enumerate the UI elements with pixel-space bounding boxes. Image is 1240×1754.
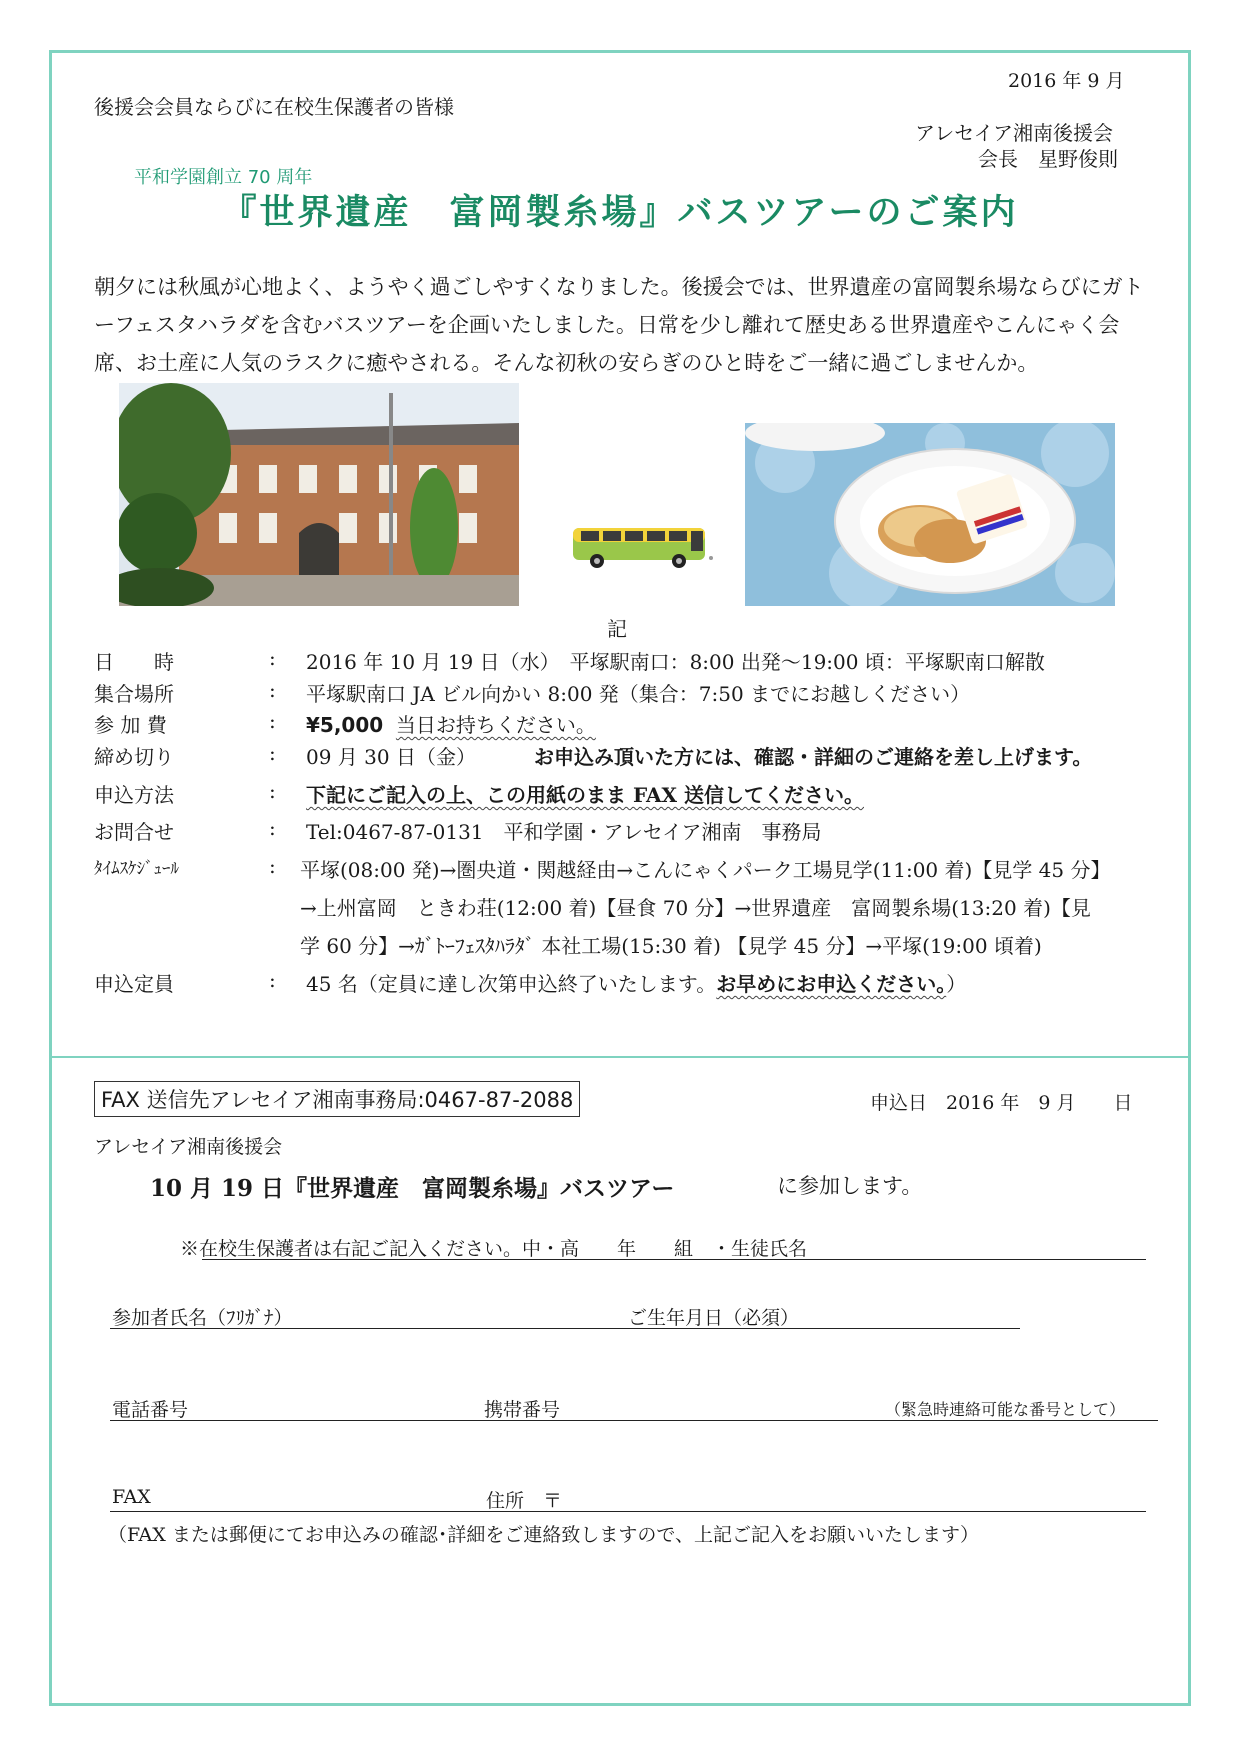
student-note: ※在校生保護者は右記ご記入ください。中・高 年 組 ・生徒氏名 <box>180 1238 808 1260</box>
fax-label: FAX <box>112 1486 151 1508</box>
colon: : <box>269 678 276 702</box>
closing-note: （FAX または郵便にてお申込みの確認･詳細をご連絡致しますので、上記ご記入をお願いいたします） <box>108 1524 979 1546</box>
addressee: 後援会会員ならびに在校生保護者の皆様 <box>94 95 454 119</box>
page-title: 『世界遺産 富岡製糸場』バスツアーのご案内 <box>221 192 1019 233</box>
join-title: 10 月 19 日『世界遺産 富岡製糸場』バスツアー <box>150 1175 675 1202</box>
detail-label: 日 時 <box>94 650 174 674</box>
section-divider <box>52 1056 1188 1058</box>
application-date: 申込日 2016 年 9 月 日 <box>870 1092 1133 1114</box>
phone-label: 電話番号 <box>112 1399 189 1421</box>
name-label: 参加者氏名（ﾌﾘｶﾞﾅ） <box>112 1307 293 1329</box>
intro-paragraph: 朝夕には秋風が心地よく、ようやく過ごしやすくなりました。後援会では、世界遺産の富岡製糸場ならびにガトーフェスタハラダを含むバスツアーを企画いたしました。日常を少し離れて歴史ある世界遺産やこんにゃく会席、お土産に人気のラスクに癒やされる。そんな初秋の安らぎのひと時をご一緒に過ごしませんか。 <box>94 275 1144 375</box>
detail-fee <box>94 709 1154 739</box>
detail-value: 2016 年 10 月 19 日（水） 平塚駅南口：8:00 出発～19:00 頃：平塚駅南口解散 <box>306 650 1045 674</box>
issue-date: 2016 年 9 月 <box>1008 70 1125 92</box>
student-line[interactable] <box>202 1259 1146 1260</box>
fee-note: 当日お持ちください。 <box>395 713 596 737</box>
detail-label: ﾀｲﾑｽｹｼﾞｭｰﾙ <box>94 859 179 879</box>
name-line[interactable] <box>110 1328 1020 1329</box>
silk-mill-photo <box>119 383 519 606</box>
deadline-note: お申込み頂いた方には、確認・詳細のご連絡を差し上げます。 <box>534 745 1093 769</box>
emergency-note: （緊急時連絡可能な番号として） <box>885 1400 1126 1419</box>
detail-datetime <box>94 646 1154 676</box>
capacity-note: お早めにお申込ください。 <box>716 972 947 996</box>
fee-amount: ¥5,000 <box>306 713 384 737</box>
anniversary-label: 平和学園創立 70 周年 <box>134 167 313 188</box>
rusk-photo <box>745 423 1115 606</box>
mobile-label: 携帯番号 <box>484 1399 561 1421</box>
colon: : <box>269 968 276 992</box>
detail-deadline <box>94 741 1154 771</box>
bus-icon <box>567 520 717 570</box>
chairperson: 会長 星野俊則 <box>978 147 1118 171</box>
detail-label: 申込定員 <box>94 972 174 996</box>
detail-value: 下記にご記入の上、この用紙のまま FAX 送信してください。 <box>306 783 864 807</box>
colon: : <box>269 646 276 670</box>
colon: : <box>269 709 276 733</box>
detail-value: Tel:0467-87-0131 平和学園・アレセイア湘南 事務局 <box>306 820 822 844</box>
schedule-line: 平塚(08:00 発)→圏央道・関越経由→こんにゃくパーク工場見学(11:00 着)【見学 45 分】 <box>300 858 1111 882</box>
detail-value <box>306 709 596 738</box>
capacity-text: 45 名（定員に達し次第申込終了いたします。 <box>306 972 717 996</box>
colon: : <box>269 741 276 765</box>
fax-destination: FAX 送信先アレセイア湘南事務局:0467-87-2088 <box>94 1081 580 1117</box>
detail-method <box>94 779 1154 809</box>
phone-line[interactable] <box>110 1420 1158 1421</box>
detail-contact <box>94 816 1154 846</box>
join-tail: に参加します。 <box>777 1174 923 1198</box>
birthday-label: ご生年月日（必須） <box>628 1307 800 1329</box>
detail-label: お問合せ <box>94 820 174 844</box>
detail-capacity <box>94 968 1154 998</box>
detail-meeting <box>94 678 1154 708</box>
schedule-line: →上州富岡 ときわ荘(12:00 着)【昼食 70 分】→世界遺産 富岡製糸場(13:20 着)【見 <box>300 896 1091 920</box>
detail-label: 締め切り <box>94 745 174 769</box>
club-name: アレセイア湘南後援会 <box>94 1136 283 1158</box>
detail-label: 集合場所 <box>94 682 174 706</box>
detail-label: 参 加 費 <box>94 713 167 737</box>
colon: : <box>269 779 276 803</box>
colon: : <box>269 816 276 840</box>
detail-value: 平塚駅南口 JA ビル向かい 8:00 発（集合：7:50 までにお越しください） <box>306 682 971 706</box>
detail-value <box>306 968 966 997</box>
detail-label: 申込方法 <box>94 783 174 807</box>
schedule-line: 学 60 分】→ｶﾞﾄｰﾌｪｽﾀﾊﾗﾀﾞ 本社工場(15:30 着) 【見学 45 分】→平塚(19:00 頃着) <box>300 934 1042 958</box>
detail-value: 09 月 30 日（金） <box>306 745 476 769</box>
capacity-tail: ） <box>946 972 967 996</box>
organization-name: アレセイア湘南後援会 <box>915 121 1113 145</box>
fax-address-line[interactable] <box>110 1511 1146 1512</box>
address-label: 住所 〒 <box>486 1490 563 1512</box>
ki-heading: 記 <box>607 617 627 641</box>
colon: : <box>269 854 276 878</box>
